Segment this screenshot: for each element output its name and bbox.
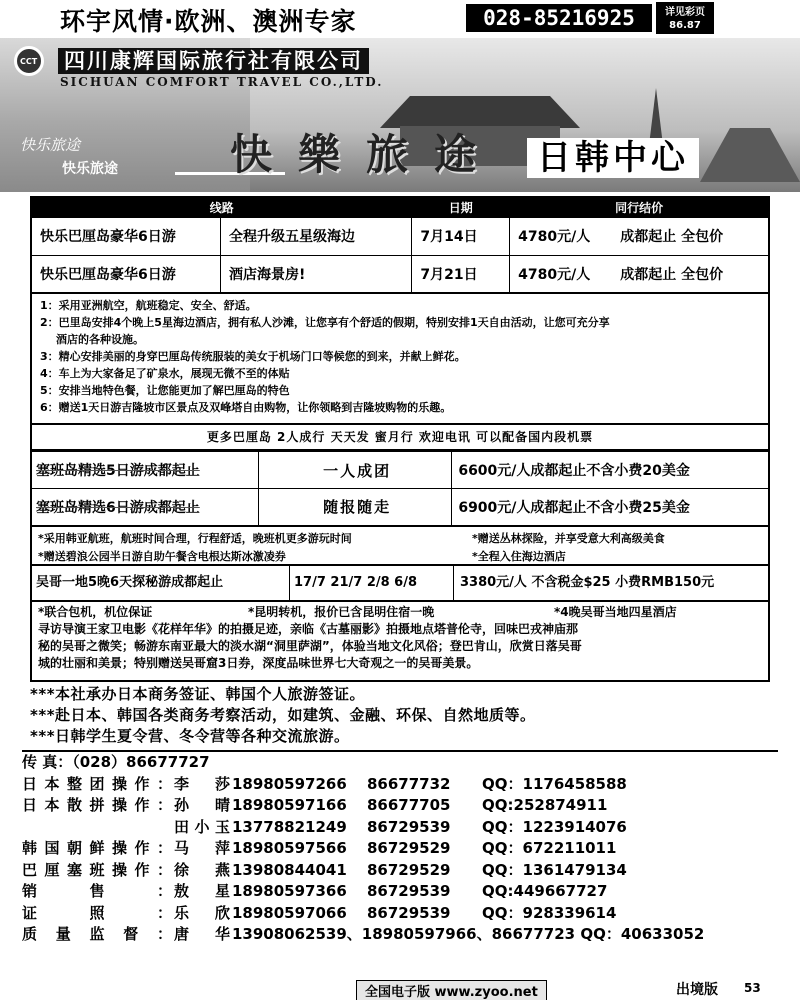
desc-line: 城的壮丽和美景；特别赠送吴哥窟3日券，深度品味世界七大奇观之一的吴哥美景。 xyxy=(38,656,479,670)
page-ref-line2: 86.87 xyxy=(669,20,701,31)
header-slogan: 环宇风情·欧洲、澳洲专家 xyxy=(60,7,357,36)
contact-mobile[interactable]: 18980597366 xyxy=(232,882,347,900)
contact-person: 马萍 xyxy=(174,839,230,857)
contact-qq[interactable]: QQ：1223914076 xyxy=(482,817,627,836)
fax-number[interactable]: 传 真：（028）86677727 xyxy=(22,753,210,771)
page-ref-line1: 详见彩页 xyxy=(665,7,705,18)
page-reference xyxy=(656,2,714,34)
contact-mobile[interactable]: 13778821249 xyxy=(232,817,347,836)
contact-row-quality xyxy=(22,924,798,946)
center-title: 日韩中心 xyxy=(527,138,699,178)
col-header-route: 线路 xyxy=(31,197,412,217)
price-note: 成都起止 全包价 xyxy=(620,229,724,245)
contact-qq[interactable]: QQ:449667727 xyxy=(482,882,608,900)
price-cell xyxy=(510,217,769,255)
promo-line: ***日韩学生夏令营、冬令营等各种交流旅游。 xyxy=(30,727,350,745)
group-cell: 一人成团 xyxy=(258,452,451,489)
company-name-cn: 四川康辉国际旅行社有限公司 xyxy=(58,48,369,74)
date-cell: 17/7 21/7 2/8 6/8 xyxy=(290,566,454,600)
banner-script-text: 快乐旅途 xyxy=(20,136,81,154)
note-line: 3：精心安排美丽的身穿巴厘岛传统服装的美女于机场门口等候您的到来，并献上鲜花。 xyxy=(40,350,466,363)
col-header-price: 同行结价 xyxy=(510,197,769,217)
angkor-description xyxy=(30,602,770,682)
contact-row xyxy=(22,860,798,882)
quality-contact-line[interactable]: 13908062539、18980597966、86677723 QQ：40633052 xyxy=(232,925,705,943)
contact-row xyxy=(22,838,798,860)
contact-person: 敖星 xyxy=(174,882,230,900)
contact-tel[interactable]: 86677732 xyxy=(367,774,451,793)
group-cell: 随报随走 xyxy=(258,489,451,526)
note-line: 2：巴里岛安排4个晚上5星海边酒店，拥有私人沙滩，让您享有个舒适的假期，特别安排1天自由活动，让您可充分享 xyxy=(40,316,610,329)
contact-role: 质量监督： xyxy=(22,925,172,943)
contact-mobile[interactable]: 18980597566 xyxy=(232,839,347,857)
contact-qq[interactable]: QQ:252874911 xyxy=(482,796,608,814)
contact-tel[interactable]: 86677705 xyxy=(367,796,451,814)
contact-mobile[interactable]: 18980597066 xyxy=(232,903,347,922)
saipan-notes xyxy=(30,526,770,566)
note-line: 1：采用亚洲航空，航班稳定、安全、舒适。 xyxy=(40,299,257,312)
contact-role: 巴厘塞班操作： xyxy=(22,860,172,879)
bullet-item: *联合包机，机位保证 xyxy=(38,605,153,619)
contact-tel[interactable]: 86729529 xyxy=(367,839,451,857)
desc-line: 秘的吴哥之微笑；畅游东南亚最大的淡水湖“洞里萨湖”，体验当地文化风俗；登巴肯山，欣赏日落吴哥 xyxy=(38,639,582,653)
footer xyxy=(0,978,800,1000)
note-line: *赠送丛林探险，并享受意大利高级美食 xyxy=(472,532,665,545)
banner-small-tag: 快乐旅途 xyxy=(62,161,118,177)
bullet-item: *4晚吴哥当地四星酒店 xyxy=(554,605,677,619)
table-row[interactable] xyxy=(31,255,769,293)
fax-row xyxy=(22,752,798,774)
company-name-en: SICHUAN COMFORT TRAVEL CO.,LTD. xyxy=(60,75,384,89)
table-row[interactable] xyxy=(31,489,769,526)
banner-headline: 快樂旅途 xyxy=(230,130,503,179)
contact-mobile[interactable]: 13980844041 xyxy=(232,860,347,879)
more-bali-line: 更多巴厘岛 2人成行 天天发 蜜月行 欢迎电讯 可以配备国内段机票 xyxy=(30,425,770,451)
note-line: 酒店的各种设施。 xyxy=(56,333,144,346)
price-value: 4780元/人 xyxy=(518,266,591,283)
contact-role: 日本散拼操作： xyxy=(22,796,172,814)
date-cell: 7月21日 xyxy=(412,255,510,293)
contact-tel[interactable]: 86729539 xyxy=(367,903,451,922)
route-cell: 塞班岛精选5日游成都起止 xyxy=(31,452,258,489)
route-cell: 快乐巴厘岛豪华6日游 xyxy=(31,217,220,255)
price-value: 4780元/人 xyxy=(518,229,591,245)
contact-mobile[interactable]: 18980597166 xyxy=(232,796,347,814)
saipan-table xyxy=(30,451,770,527)
note-line: 4：车上为大家备足了矿泉水，展现无微不至的体贴 xyxy=(40,367,290,380)
price-cell: 6900元/人成都起止不含小费25美金 xyxy=(452,489,769,526)
note-line: *全程入住海边酒店 xyxy=(472,550,566,563)
note-line: 6：赠送1天日游吉隆坡市区景点及双峰塔自由购物，让你领略到吉隆坡购物的乐趣。 xyxy=(40,401,452,414)
contact-qq[interactable]: QQ：1176458588 xyxy=(482,774,627,793)
contact-person: 孙晴 xyxy=(174,796,230,814)
route-cell: 吴哥一地5晚6天探秘游成都起止 xyxy=(32,566,290,600)
table-header-row xyxy=(31,197,769,217)
angkor-bullets xyxy=(38,604,762,621)
contact-list xyxy=(22,752,798,946)
table-row[interactable] xyxy=(31,452,769,489)
price-note: 成都起止 全包价 xyxy=(620,266,724,283)
contact-row xyxy=(22,817,798,839)
contact-tel[interactable]: 86729529 xyxy=(367,860,451,879)
price-cell xyxy=(510,255,769,293)
route-cell: 快乐巴厘岛豪华6日游 xyxy=(31,255,220,293)
contact-role: 韩国朝鲜操作： xyxy=(22,839,172,857)
contact-row xyxy=(22,795,798,817)
top-header xyxy=(0,0,800,36)
service-promos xyxy=(30,684,770,747)
footer-section: 出境版 xyxy=(676,982,718,998)
contact-person: 徐燕 xyxy=(174,860,230,879)
bali-price-table xyxy=(30,196,770,294)
contact-role: 销售： xyxy=(22,882,172,900)
contact-person: 乐欣 xyxy=(174,903,230,922)
contact-row xyxy=(22,774,798,796)
contact-mobile[interactable]: 18980597266 xyxy=(232,774,347,793)
table-row[interactable] xyxy=(31,217,769,255)
price-cell: 6600元/人成都起止不含小费20美金 xyxy=(452,452,769,489)
contact-tel[interactable]: 86729539 xyxy=(367,817,451,836)
header-phone[interactable]: 028-85216925 xyxy=(466,4,652,32)
note-line: 5：安排当地特色餐，让您能更加了解巴厘岛的特色 xyxy=(40,384,290,397)
bali-notes xyxy=(30,293,770,425)
contact-qq[interactable]: QQ：928339614 xyxy=(482,903,617,922)
contact-role: 证照： xyxy=(22,903,172,922)
company-logo-icon xyxy=(14,46,44,76)
contact-qq[interactable]: QQ：672211011 xyxy=(482,839,617,857)
contact-row xyxy=(22,881,798,903)
angkor-row[interactable] xyxy=(30,566,770,602)
note-line: *赠送碧浪公园半日游自助午餐含电根达斯冰激凌券 xyxy=(38,550,286,563)
contact-role: 日本整团操作： xyxy=(22,774,172,793)
contact-qq[interactable]: QQ：1361479134 xyxy=(482,860,627,879)
contact-tel[interactable]: 86729539 xyxy=(367,882,451,900)
bullet-item: *昆明转机，报价已含昆明住宿一晚 xyxy=(248,605,435,619)
contact-person: 唐华 xyxy=(174,925,230,943)
col-header-date: 日期 xyxy=(412,197,510,217)
contact-row xyxy=(22,903,798,925)
date-cell: 7月14日 xyxy=(412,217,510,255)
footer-website[interactable]: 全国电子版 www.zyoo.net xyxy=(356,980,547,1000)
route-cell: 塞班岛精选6日游成都起止 xyxy=(31,489,258,526)
contact-person: 李莎 xyxy=(174,774,230,793)
feature-cell: 酒店海景房! xyxy=(220,255,411,293)
desc-line: 寻访导演王家卫电影《花样年华》的拍摄足迹，亲临《古墓丽影》拍摄地点塔普伦寺，回味巴戎神庙那 xyxy=(38,622,579,636)
feature-cell: 全程升级五星级海边 xyxy=(220,217,411,255)
page-number: 53 xyxy=(744,981,761,995)
contact-person: 田小玉 xyxy=(174,817,230,836)
price-cell: 3380元/人 不含税金$25 小费RMB150元 xyxy=(460,575,715,590)
promo-line: ***赴日本、韩国各类商务考察活动，如建筑、金融、环保、自然地质等。 xyxy=(30,706,536,724)
promo-line: ***本社承办日本商务签证、韩国个人旅游签证。 xyxy=(30,685,366,703)
note-line: *采用韩亚航班，航班时间合理，行程舒适，晚班机更多游玩时间 xyxy=(38,532,352,545)
